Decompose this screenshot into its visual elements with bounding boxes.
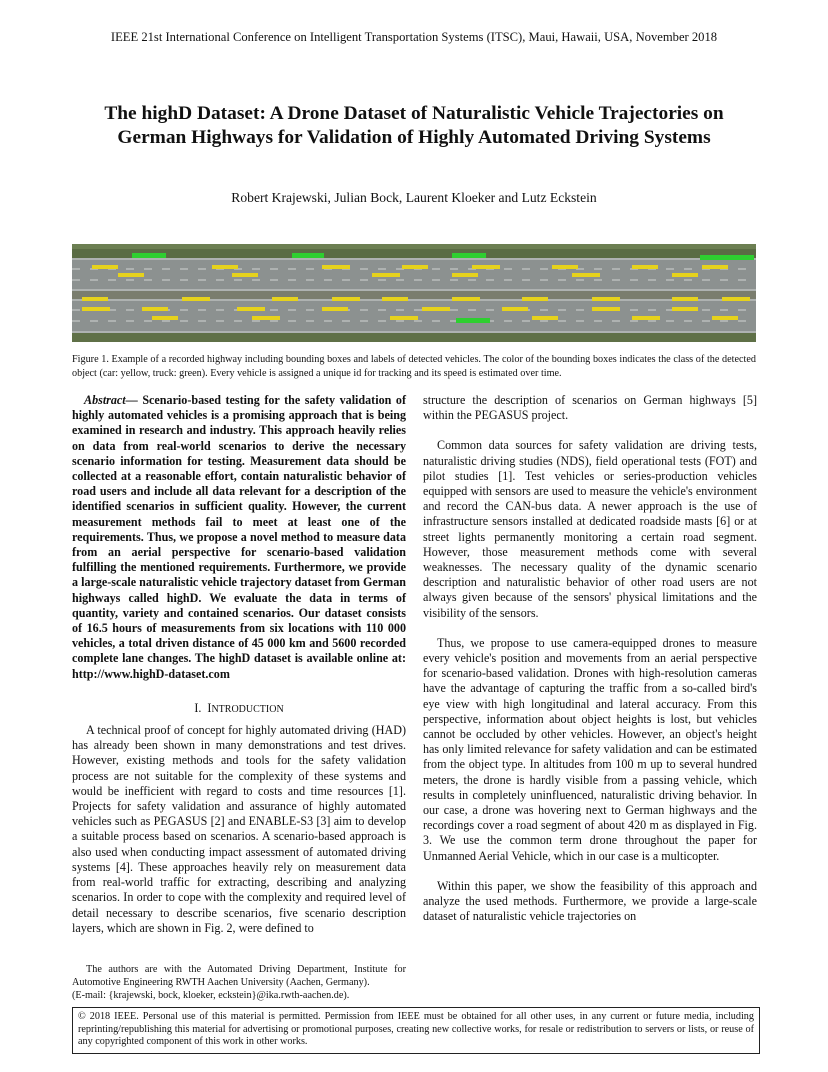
car-box bbox=[522, 297, 548, 301]
abstract bbox=[72, 393, 406, 682]
section-rest: NTRODUCTION bbox=[211, 703, 284, 715]
median-strip bbox=[72, 291, 756, 299]
car-box bbox=[92, 265, 118, 269]
car-box bbox=[182, 297, 210, 301]
car-box bbox=[552, 265, 578, 269]
car-box bbox=[82, 307, 110, 311]
car-box bbox=[212, 265, 238, 269]
intro-paragraph: A technical proof of concept for highly automated driving (HAD) has already been shown in many demonstrations and test drives. However, existing methods and tools for the safety validation process are not suitable for the complexity of these systems and would be inefficient with regard to costs and time resources [1]. Projects for safety validation and assurance of highly automated vehicles such as PEGASUS [2] and ENABLE-S3 [3] aim to develop a suitable process based on scenarios. A scenario-based approach is also used when conducting impact assessment of automated driving systems [4]. These approaches heavily rely on measurement data from real-world traffic for extracting, describing and analyzing scenarios. In order to cope with the complexity and required level of detail necessary to describe scenarios, five scenario description layers, which are shown in Fig. 2, were defined to bbox=[72, 723, 406, 935]
truck-box bbox=[132, 253, 166, 258]
car-box bbox=[712, 316, 738, 320]
car-box bbox=[82, 297, 108, 301]
section-initial: I bbox=[207, 700, 212, 715]
car-box bbox=[382, 297, 408, 301]
author-footnote bbox=[72, 963, 406, 1002]
car-box bbox=[722, 297, 750, 301]
aerial-highway-image bbox=[72, 244, 756, 342]
abstract-lead: Abstract bbox=[84, 393, 126, 407]
right-paragraph: Thus, we propose to use camera-equipped drones to measure every vehicle's position and movements from an aerial perspective for scenario-based validation. Drones with high-resolution cameras have the advantage of capturing the traffic from a so-called bird's eye view with high longitudinal and lateral accuracy. From this perspective, information about object heights is lost, but vehicles cannot be occluded by other vehicles. However, an object's height has only limited relevance for safety validation and can be estimated from the object type. In altitudes from 100 m up to several hundred meters, the drone is hardly visible from a passing vehicle, which results in completely uninfluenced, naturalistic driving behavior. In our case, a drone was hovering next to German highways and the recordings cover a road segment of about 420 m as displayed in Fig. 3. We use the common term drone throughout the paper for Unmanned Aerial Vehicle, which in our case is a multicopter. bbox=[423, 635, 757, 863]
truck-box bbox=[452, 253, 486, 258]
right-paragraph: structure the description of scenarios on German highways [5] within the PEGASUS project. bbox=[423, 393, 757, 423]
truck-box bbox=[456, 318, 490, 323]
car-box bbox=[672, 307, 698, 311]
truck-box bbox=[700, 255, 754, 260]
car-box bbox=[452, 297, 480, 301]
footnote-email: (E-mail: {krajewski, bock, kloeker, eckstein}@ika.rwth-aachen.de). bbox=[72, 990, 350, 1001]
car-box bbox=[142, 307, 168, 311]
figure-caption: Figure 1. Example of a recorded highway including bounding boxes and labels of detected vehicles. The color of the bounding boxes indicates the class of the detected object (car: yellow, truck: green). Every vehicle is assigned a unique id for tracking and its speed is estimated over time. bbox=[72, 354, 756, 379]
truck-box bbox=[292, 253, 324, 258]
car-box bbox=[252, 316, 280, 320]
car-box bbox=[402, 265, 428, 269]
car-box bbox=[532, 316, 558, 320]
footnote-affiliation: The authors are with the Automated Driving Department, Institute for Automotive Engineering RWTH Aachen University (Aachen, Germany). bbox=[72, 964, 406, 988]
car-box bbox=[332, 297, 360, 301]
car-box bbox=[232, 273, 258, 277]
car-box bbox=[592, 307, 620, 311]
car-box bbox=[672, 273, 698, 277]
car-box bbox=[152, 316, 178, 320]
abstract-text: — Scenario-based testing for the safety validation of highly automated vehicles is a promising approach that is being examined in research and industry. This approach heavily relies on data from real-world scenarios to derive the necessary scenario information for testing. Measurement data should be collected at a reasonable effort, contain naturalistic behavior of road users and include all data relevant for a description of the identified scenarios in sufficient quality. However, the current measurement methods fail to meet at least one of the requirements. Thus, we propose a novel method to measure data from an aerial perspective for scenario-based validation fulfilling the mentioned requirements. Furthermore, we provide a large-scale naturalistic vehicle trajectory dataset from German highways called highD. We evaluate the data in terms of quantity, variety and contained scenarios. Our dataset consists of 16.5 hours of measurements from six locations with 110 000 vehicles, a total driven distance of 45 000 km and 5600 recorded complete lane changes. The highD dataset is available online at: http://www.highD-dataset.com bbox=[72, 393, 406, 681]
right-column bbox=[423, 393, 757, 925]
right-paragraph: Common data sources for safety validation are driving tests, naturalistic driving studies (NDS), field operational tests (FOT) and pilot studies [1]. Test vehicles or series-production vehicles equipped with sensors are used to measure the vehicle's environment and record the CAN-bus data. A newer approach is the use of infrastructure sensors installed at dedicated roadside masts [6] or at street lights permanently monitoring a certain road segment. However, those measurement methods come with several weaknesses. The necessary quality of the dynamic scenario description and naturalistic behavior of other road users are not always given because of the sensors' physical limitations and the visibility of the sensors. bbox=[423, 438, 757, 620]
car-box bbox=[422, 307, 450, 311]
car-box bbox=[390, 316, 418, 320]
car-box bbox=[237, 307, 265, 311]
conference-header: IEEE 21st International Conference on Intelligent Transportation Systems (ITSC), Maui, Hawaii, USA, November 2018 bbox=[110, 30, 718, 44]
vegetation-strip bbox=[72, 249, 756, 258]
car-box bbox=[702, 265, 728, 269]
car-box bbox=[372, 273, 400, 277]
right-paragraph: Within this paper, we show the feasibility of this approach and analyze the used methods. Furthermore, we provide a large-scale dataset of naturalistic vehicle trajectories on bbox=[423, 878, 757, 924]
car-box bbox=[472, 265, 500, 269]
car-box bbox=[118, 273, 144, 277]
car-box bbox=[502, 307, 528, 311]
paper-title: The highD Dataset: A Drone Dataset of Naturalistic Vehicle Trajectories on German Highways for Validation of Highly Automated Driving Systems bbox=[104, 103, 724, 148]
author-list: Robert Krajewski, Julian Bock, Laurent Kloeker and Lutz Eckstein bbox=[231, 190, 597, 205]
section-number: I. bbox=[194, 700, 202, 715]
vegetation-strip-bottom bbox=[72, 333, 756, 342]
car-box bbox=[272, 297, 298, 301]
section-heading bbox=[72, 701, 406, 717]
car-box bbox=[632, 265, 658, 269]
copyright-notice: © 2018 IEEE. Personal use of this material is permitted. Permission from IEEE must be obtained for all other uses, in any current or future media, including reprinting/republishing this material for advertising or promotional purposes, creating new collective works, for resale or redistribution to servers or lists, or reuse of any copyrighted component of this work in other works. bbox=[72, 1007, 760, 1054]
car-box bbox=[572, 273, 600, 277]
car-box bbox=[592, 297, 620, 301]
car-box bbox=[322, 307, 348, 311]
left-column bbox=[72, 393, 406, 936]
road-upper bbox=[72, 258, 756, 291]
car-box bbox=[672, 297, 698, 301]
car-box bbox=[452, 273, 478, 277]
car-box bbox=[322, 265, 350, 269]
car-box bbox=[632, 316, 660, 320]
